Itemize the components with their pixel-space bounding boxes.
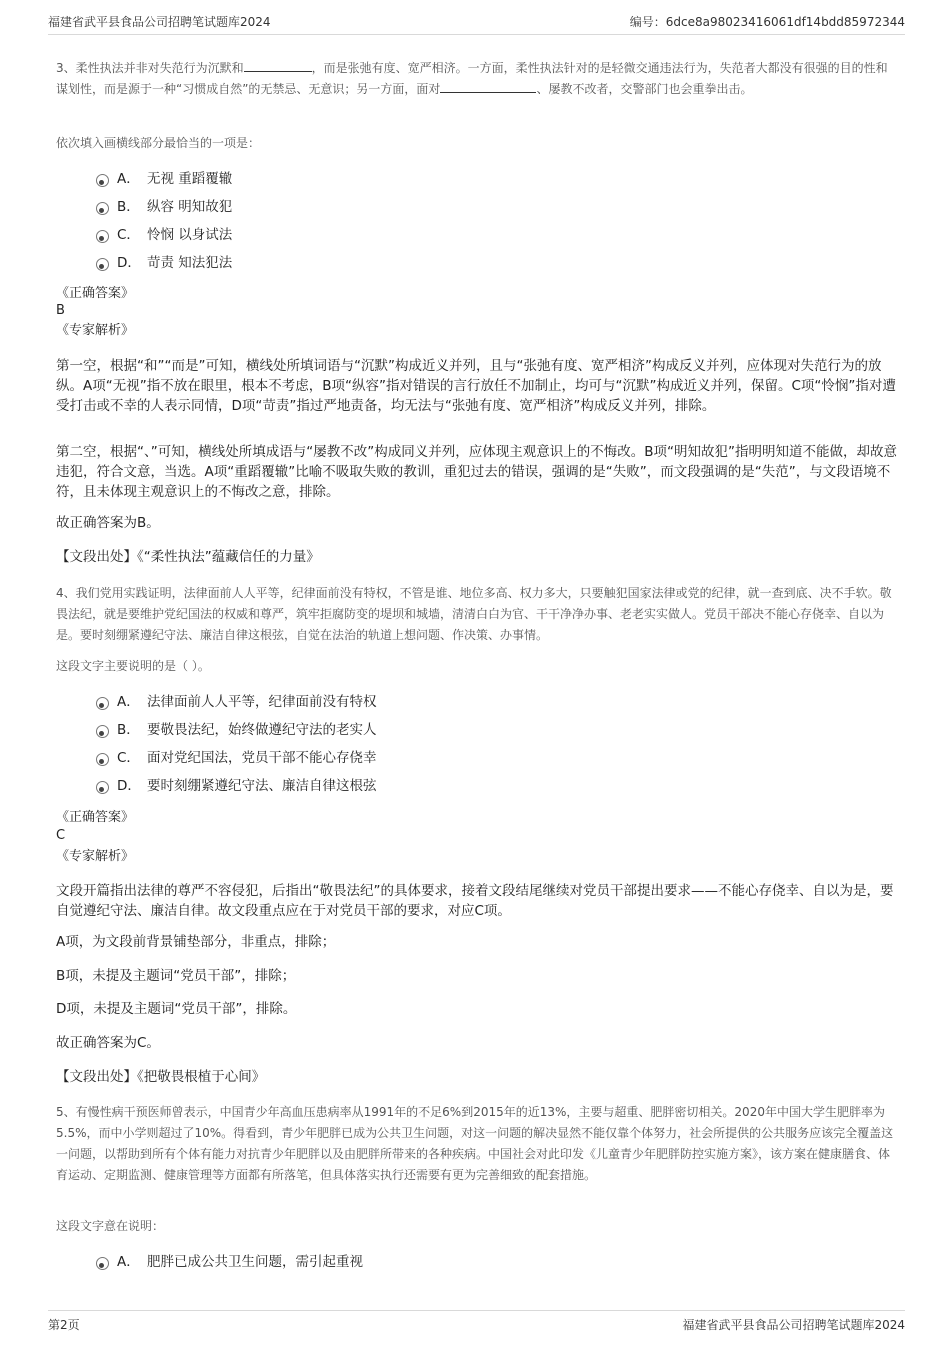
q4-source: 【文段出处】《把敬畏根植于心间》: [56, 1069, 266, 1085]
question-3-stem: 3、柔性执法并非对失范行为沉默和 ，而是张弛有度、宽严相济。一方面，柔性执法针对的是轻微交通违法行为，失范者大都没有很强的目的性和谋划性，而是源于一种“习惯成自然”的无禁忌、无意识；另一方面，面对 、屡教不改者，交警部门也会重拳出击。: [56, 61, 888, 96]
question-4-stem: 4、我们党用实践证明，法律面前人人平等，纪律面前没有特权，不管是谁、地位多高、权力多大，只要触犯国家法律或党的纪律，就一查到底、决不手软。敬畏法纪，就是要维护党纪国法的权威和尊严，筑牢拒腐防变的堤坝和城墙，清清白白为官、干干净净办事、老老实实做人。党员干部决不能心存侥幸、自以为是。要时刻绷紧遵纪守法、廉洁自律这根弦，自觉在法治的轨道上想问题、作决策、办事情。: [56, 586, 892, 642]
blank-2: [440, 80, 536, 93]
q3-conclusion: 故正确答案为B。: [56, 515, 160, 531]
q4-answer-label: 《正确答案》: [56, 810, 135, 825]
q3-analysis-para-1: 第一空，根据“和”“而是”可知，横线处所填词语与“沉默”构成近义并列，且与“张弛有度、宽严相济”构成反义并列，应体现对失范行为的放纵。A项“无视”指不放在眼里，根本不考虑，B项“纵容”指对错误的言行放任不加制止，均可与“沉默”构成近义并列，保留。C项“怜悯”指对遭受打击或不幸的人表示同情，D项“苛责”指过严地责备，均无法与“张弛有度、宽严相济”构成反义并列，排除。: [56, 358, 896, 414]
blank-1: [244, 59, 312, 72]
q4-answer: C: [56, 828, 66, 843]
question-4-prompt: 这段文字主要说明的是（ ）。: [56, 659, 210, 673]
q4-analysis-a: A项，为文段前背景铺垫部分，非重点，排除；: [56, 934, 336, 950]
radio-icon[interactable]: [96, 258, 109, 271]
question-5-prompt: 这段文字意在说明：: [56, 1219, 165, 1233]
question-3-prompt: 依次填入画横线部分最恰当的一项是：: [56, 136, 261, 150]
radio-icon[interactable]: [96, 781, 109, 794]
radio-icon[interactable]: [96, 174, 109, 187]
q4-analysis-label: 《专家解析》: [56, 849, 135, 864]
page-footer: [48, 1310, 905, 1335]
question-5-stem: 5、有慢性病干预医师曾表示，中国青少年高血压患病率从1991年的不足6%到2015年的近13%，主要与超重、肥胖密切相关。2020年中国大学生肥胖率为5.5%，而中小学则超过了10%。得看到，青少年肥胖已成为公共卫生问题，对这一问题的解决显然不能仅靠个体努力，社会所提供的公共服务应该完全覆盖这一问题，以帮助到所有个体有能力对抗青少年肥胖以及由肥胖所带来的各种疾病。中国社会对此印发《儿童青少年肥胖防控实施方案》，该方案在健康膳食、体育运动、定期监测、健康管理等方面都有所落笔，但具体落实执行还需要有更为完善细致的配套措施。: [56, 1105, 894, 1182]
q3-answer-label: 《正确答案》: [56, 286, 135, 301]
radio-icon[interactable]: [96, 230, 109, 243]
page-number: 第2页: [48, 1318, 80, 1332]
page-header: [48, 10, 905, 35]
q3-analysis-para-2: 第二空，根据“、”可知，横线处所填成语与“屡教不改”构成同义并列，应体现主观意识上的不悔改。B项“明知故犯”指明明知道不能做，却故意违犯，符合文意，当选。A项“重蹈覆辙”比喻不吸取失败的教训，重犯过去的错误，强调的是“失败”，而文段强调的是“失范”，与文段语境不符，且未体现主观意识上的不悔改之意，排除。: [56, 444, 897, 500]
q4-analysis-b: B项，未提及主题词“党员干部”，排除；: [56, 968, 296, 984]
radio-icon[interactable]: [96, 753, 109, 766]
header-title: 福建省武平县食品公司招聘笔试题库2024: [48, 15, 271, 29]
radio-icon[interactable]: [96, 202, 109, 215]
q4-analysis-para-1: 文段开篇指出法律的尊严不容侵犯，后指出“敬畏法纪”的具体要求，接着文段结尾继续对党员干部提出要求——不能心存侥幸、自以为是，要自觉遵纪守法、廉洁自律。故文段重点应在于对党员干部的要求，对应C项。: [56, 883, 894, 919]
q3-answer: B: [56, 303, 65, 318]
radio-icon[interactable]: [96, 697, 109, 710]
radio-icon[interactable]: [96, 1257, 109, 1270]
footer-title: 福建省武平县食品公司招聘笔试题库2024: [682, 1318, 905, 1332]
header-doc-number: 编号：6dce8a98023416061df14bdd85972344: [629, 15, 905, 29]
radio-icon[interactable]: [96, 725, 109, 738]
q3-analysis-label: 《专家解析》: [56, 323, 135, 338]
q3-source: 【文段出处】《“柔性执法”蕴藏信任的力量》: [56, 549, 320, 565]
q4-conclusion: 故正确答案为C。: [56, 1035, 160, 1051]
q4-analysis-d: D项，未提及主题词“党员干部”，排除。: [56, 1001, 297, 1017]
